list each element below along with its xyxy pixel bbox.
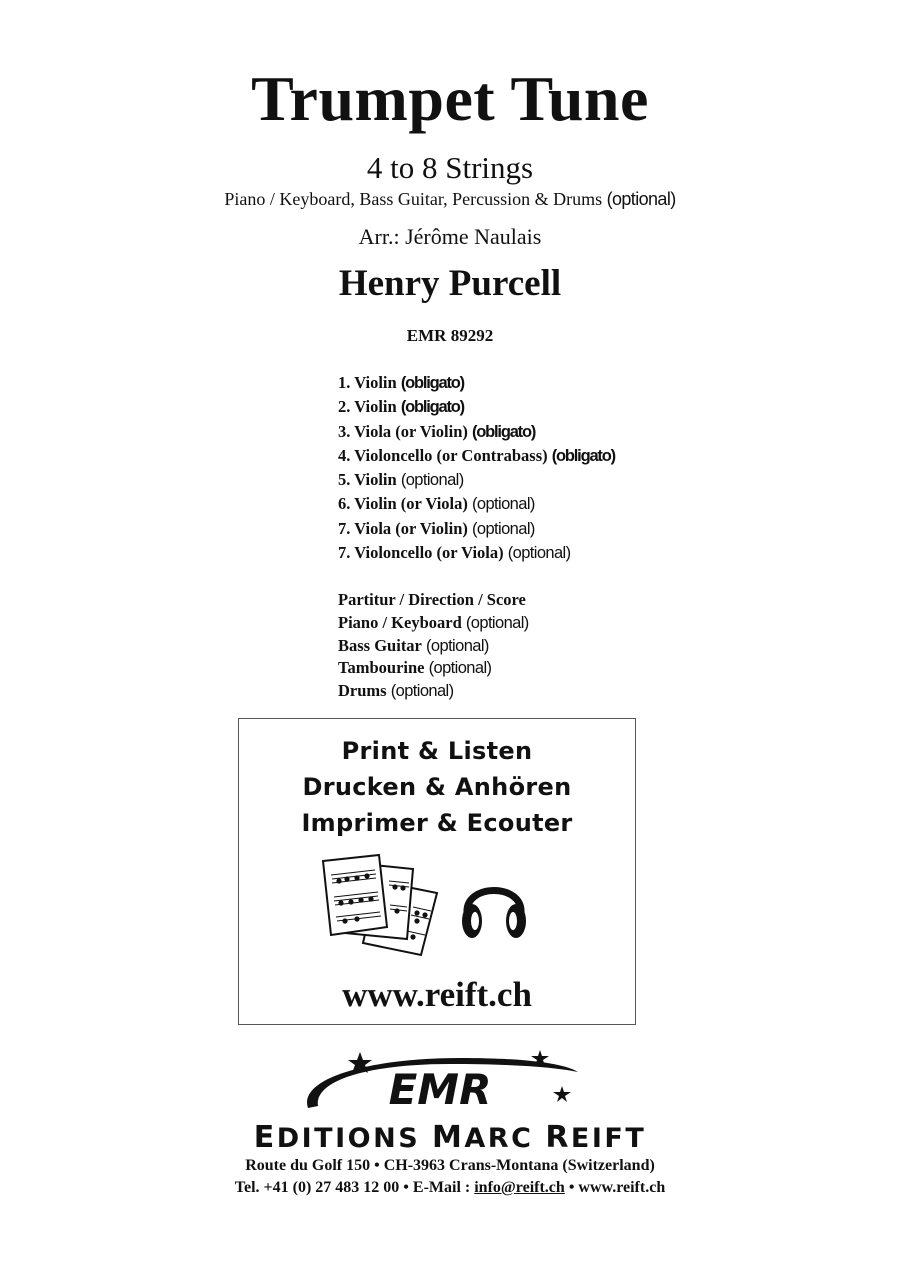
- part-item: [338, 492, 615, 516]
- extra-note: (optional): [465, 613, 529, 632]
- contact-phone: Tel. +41 (0) 27 483 12 00 • E-Mail :: [234, 1179, 475, 1196]
- part-item: [338, 395, 615, 419]
- publisher-name: [0, 1120, 900, 1155]
- parts-list: [338, 371, 615, 565]
- arranger: Arr.: Jérôme Naulais: [358, 224, 542, 249]
- part-item: [338, 517, 615, 541]
- instrumentation-optional: (optional): [606, 189, 676, 209]
- part-note: (optional): [507, 544, 571, 563]
- headphones-icon: [459, 869, 529, 945]
- publisher-part: R: [545, 1120, 571, 1155]
- part-item: [338, 371, 615, 395]
- part-name: 3. Viola (or Violin): [338, 421, 468, 441]
- subtitle: 4 to 8 Strings: [366, 150, 534, 185]
- part-note: (optional): [472, 519, 535, 538]
- part-item: [338, 420, 615, 444]
- catalog-number: EMR 89292: [406, 326, 494, 345]
- instrumentation-text: Piano / Keyboard, Bass Guitar, Percussion & Drums: [224, 189, 603, 209]
- promo-url-link[interactable]: www.reift.ch: [342, 975, 532, 1014]
- contact-website: • www.reift.ch: [564, 1179, 666, 1196]
- part-note: (obligato): [400, 398, 464, 417]
- emr-logo-text: EMR: [388, 1065, 492, 1114]
- extras-list: [338, 589, 529, 703]
- part-name: 2. Violin: [338, 397, 397, 417]
- instrumentation-line: [0, 189, 900, 210]
- part-note: (optional): [472, 495, 535, 514]
- composer: Henry Purcell: [338, 263, 562, 304]
- publisher-part: E: [253, 1120, 277, 1155]
- publisher-part: M: [432, 1120, 465, 1155]
- extra-item: [338, 612, 529, 635]
- part-note: (obligato): [551, 446, 615, 465]
- part-note: (optional): [400, 471, 464, 490]
- print-listen-box: [238, 718, 636, 1025]
- page-title: Trumpet Tune: [251, 63, 649, 134]
- extra-name: Drums: [338, 681, 387, 701]
- part-name: 6. Violin (or Viola): [338, 494, 468, 514]
- part-name: 4. Violoncello (or Contrabass): [338, 445, 548, 465]
- emr-logo: [300, 1050, 600, 1114]
- extra-note: (optional): [428, 659, 492, 678]
- extra-name: Tambourine: [338, 658, 425, 678]
- extra-item: [338, 657, 529, 680]
- promo-line-german: Drucken & Anhören: [302, 773, 572, 801]
- sheet-music-icon: [317, 851, 442, 961]
- part-item: [338, 541, 615, 565]
- extra-name: Bass Guitar: [338, 635, 422, 655]
- extra-item: [338, 589, 529, 612]
- extra-name: Partitur / Direction / Score: [338, 590, 526, 609]
- part-item: [338, 444, 615, 468]
- extra-note: (optional): [426, 636, 489, 655]
- extra-note: (optional): [390, 682, 454, 701]
- part-item: [338, 468, 615, 492]
- extra-item: [338, 680, 529, 703]
- publisher-part: ARC: [464, 1123, 546, 1154]
- email-link[interactable]: info@reift.ch: [474, 1179, 565, 1196]
- part-name: 1. Violin: [338, 373, 397, 392]
- part-name: 5. Violin: [338, 470, 397, 490]
- extra-item: [338, 635, 529, 658]
- publisher-part: DITIONS: [276, 1123, 433, 1154]
- part-name: 7. Violoncello (or Viola): [338, 543, 504, 563]
- extra-name: Piano / Keyboard: [338, 612, 462, 632]
- part-note: (obligato): [472, 422, 536, 441]
- publisher-contact: [0, 1179, 900, 1197]
- promo-line-english: Print & Listen: [341, 737, 533, 765]
- publisher-address: Route du Golf 150 • CH-3963 Crans-Montana (Switzerland): [245, 1157, 655, 1174]
- part-note: (obligato): [400, 374, 464, 392]
- promo-line-french: Imprimer & Ecouter: [301, 809, 573, 837]
- publisher-part: EIFT: [570, 1123, 647, 1154]
- part-name: 7. Viola (or Violin): [338, 518, 468, 538]
